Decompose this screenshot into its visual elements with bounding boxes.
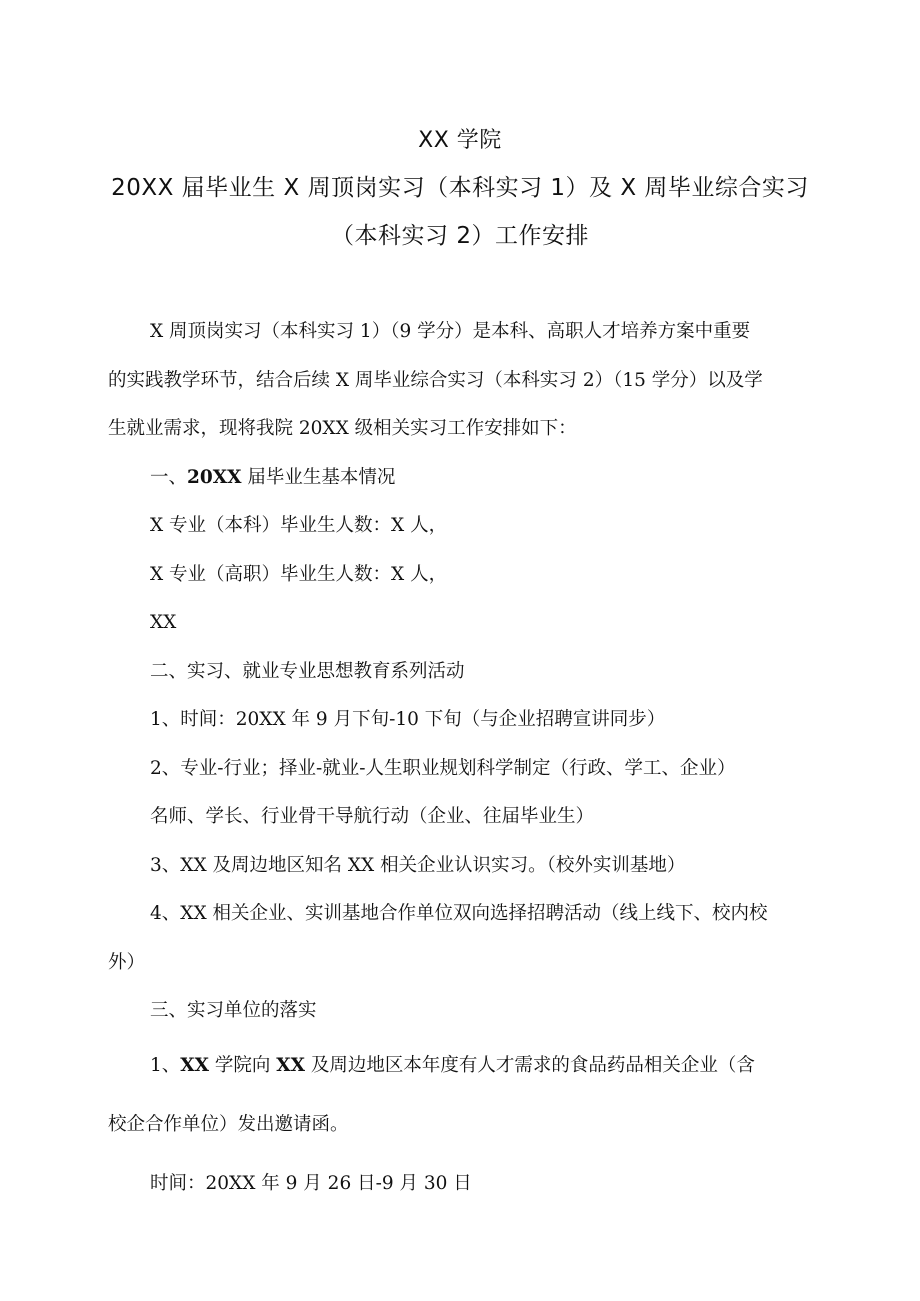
section-3-heading: 三、实习单位的落实: [150, 1000, 317, 1021]
section-1-heading-rest: 届毕业生基本情况: [241, 466, 396, 488]
section-3-item-1-text-1: 学院向: [209, 1054, 277, 1076]
document-title-block: [0, 118, 920, 260]
section-1-heading-prefix: 一、: [150, 466, 188, 488]
section-3-item-1-line-2: 校企合作单位）发出邀请函。: [108, 1113, 349, 1135]
section-3-item-1-bold-2: XX: [276, 1054, 305, 1076]
title-line-1: 20XX 届毕业生 X 周顶岗实习（本科实习 1）及 X 周毕业综合实习: [111, 175, 809, 201]
section-2-item-1: 1、时间：20XX 年 9 月下旬-10 下旬（与企业招聘宣讲同步）: [150, 709, 666, 730]
section-3-time: 时间：20XX 年 9 月 26 日-9 月 30 日: [150, 1172, 472, 1194]
section-1-item-1: X 专业（本科）毕业生人数：X 人，: [150, 515, 448, 536]
section-2-item-2: 2、专业-行业；择业-就业-人生职业规划科学制定（行政、学工、企业）: [150, 757, 736, 779]
section-3-item-1-text-2: 及周边地区本年度有人才需求的食品药品相关企业（含: [304, 1054, 755, 1076]
section-3-item-1-number: 1、: [150, 1054, 181, 1076]
section-2-item-4-line-2: 外）: [108, 951, 146, 973]
intro-line-2: 的实践教学环节，结合后续 X 周毕业综合实习（本科实习 2）（15 学分）以及学: [108, 369, 763, 391]
section-2-item-2-continued: 名师、学长、行业骨干导航行动（企业、往届毕业生）: [150, 806, 595, 827]
document-body: [108, 308, 824, 1213]
section-1-heading-year: 20XX: [187, 466, 242, 488]
intro-line-3: 生就业需求，现将我院 20XX 级相关实习工作安排如下：: [108, 418, 577, 439]
section-1-heading: [108, 454, 824, 503]
section-1-item-3: XX: [150, 612, 177, 633]
intro-line-1: X 周顶岗实习（本科实习 1）（9 学分）是本科、高职人才培养方案中重要: [150, 321, 751, 342]
section-2-item-3: 3、XX 及周边地区知名 XX 相关企业认识实习。（校外实训基地）: [150, 854, 686, 876]
section-3-item-1-line-1: [108, 1036, 824, 1095]
section-3-item-1-bold-1: XX: [180, 1054, 209, 1076]
title-line-2: （本科实习 2）工作安排: [331, 223, 589, 249]
school-name: XX 学院: [418, 128, 502, 153]
section-1-item-2: X 专业（高职）毕业生人数：X 人，: [150, 563, 448, 585]
section-2-item-4-line-1: 4、XX 相关企业、实训基地合作单位双向选择招聘活动（线上线下、校内校: [150, 903, 768, 924]
section-2-heading: 二、实习、就业专业思想教育系列活动: [150, 660, 465, 682]
